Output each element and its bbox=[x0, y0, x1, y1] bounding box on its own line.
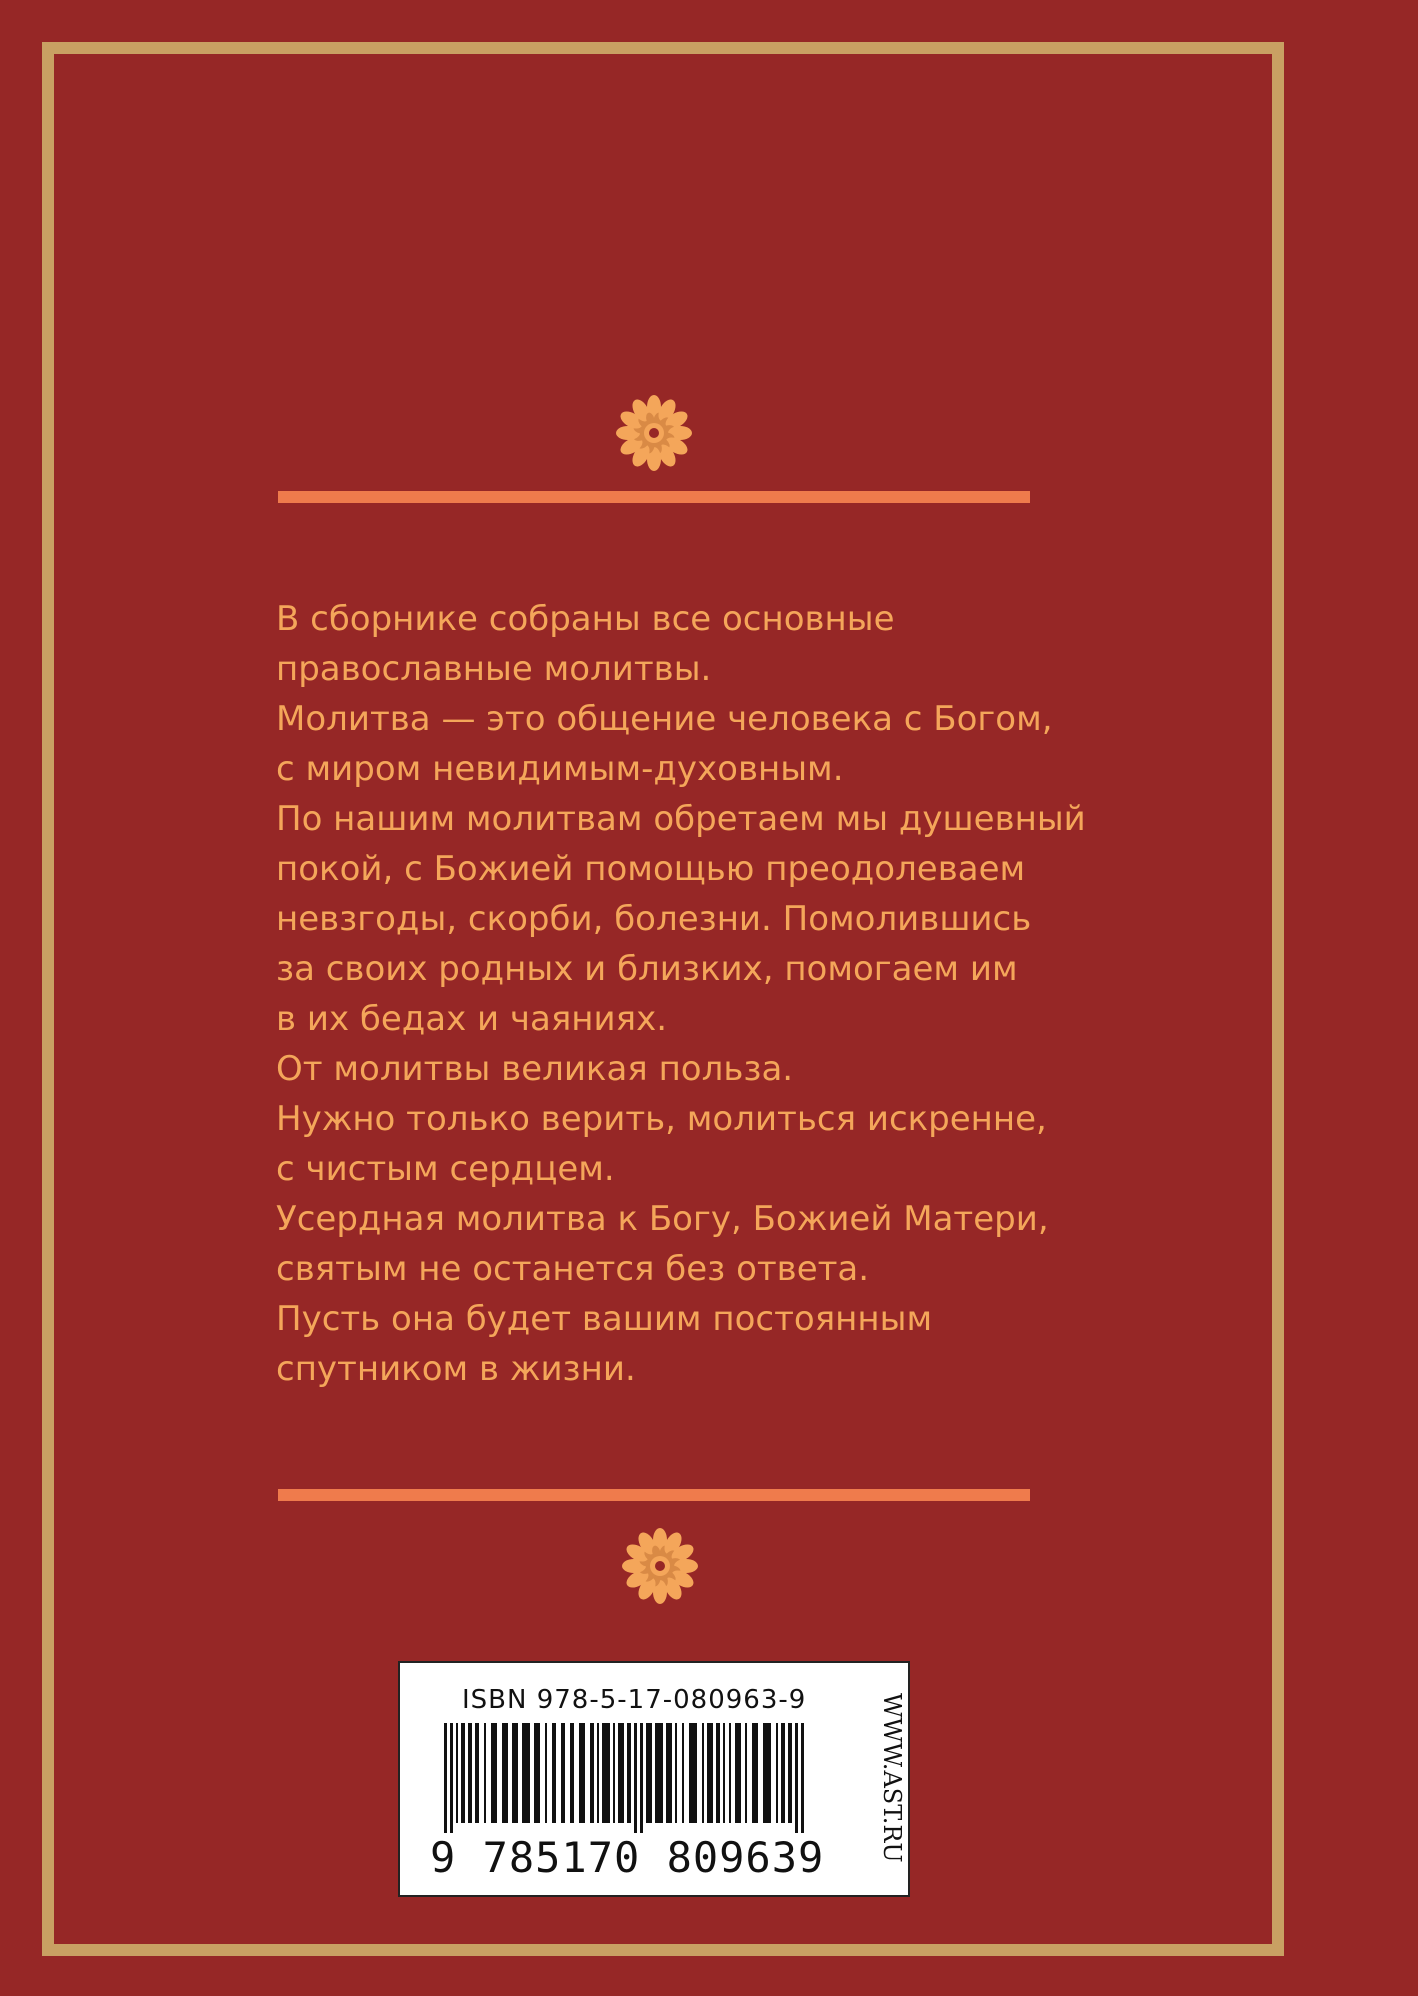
blurb-line: Молитва — это общение человека с Богом, bbox=[276, 699, 1053, 739]
back-cover-blurb bbox=[276, 594, 1086, 1394]
blurb-line: святым не останется без ответа. bbox=[276, 1249, 870, 1289]
blurb-line: невзгоды, скорби, болезни. Помолившись bbox=[276, 899, 1032, 939]
blurb-line: Нужно только верить, молиться искренне, bbox=[276, 1099, 1047, 1139]
blurb-line: Усердная молитва к Богу, Божией Матери, bbox=[276, 1199, 1049, 1239]
blurb-line: В сборнике собраны все основные bbox=[276, 599, 895, 639]
blurb-line: спутником в жизни. bbox=[276, 1349, 636, 1389]
blurb-line: православные молитвы. bbox=[276, 649, 712, 689]
isbn-digits: 9 785170 809639 bbox=[430, 1833, 825, 1882]
blurb-line: покой, с Божией помощью преодолеваем bbox=[276, 849, 1026, 889]
blurb-line: с миром невидимым-духовным. bbox=[276, 749, 844, 789]
top-divider bbox=[278, 491, 1030, 503]
isbn-barcode-block bbox=[398, 1661, 910, 1897]
barcode-icon bbox=[440, 1723, 850, 1833]
mandala-icon bbox=[614, 393, 694, 473]
blurb-line: Пусть она будет вашим постоянным bbox=[276, 1299, 933, 1339]
blurb-line: с чистым сердцем. bbox=[276, 1149, 615, 1189]
publisher-website: WWW.AST.RU bbox=[878, 1693, 906, 1863]
blurb-line: в их бедах и чаяниях. bbox=[276, 999, 668, 1039]
blurb-line: за своих родных и близких, помогаем им bbox=[276, 949, 1018, 989]
isbn-label: ISBN 978-5-17-080963-9 bbox=[462, 1685, 807, 1715]
mandala-icon bbox=[620, 1526, 700, 1606]
blurb-line: По нашим молитвам обретаем мы душевный bbox=[276, 799, 1086, 839]
bottom-divider bbox=[278, 1489, 1030, 1501]
blurb-line: От молитвы великая польза. bbox=[276, 1049, 794, 1089]
